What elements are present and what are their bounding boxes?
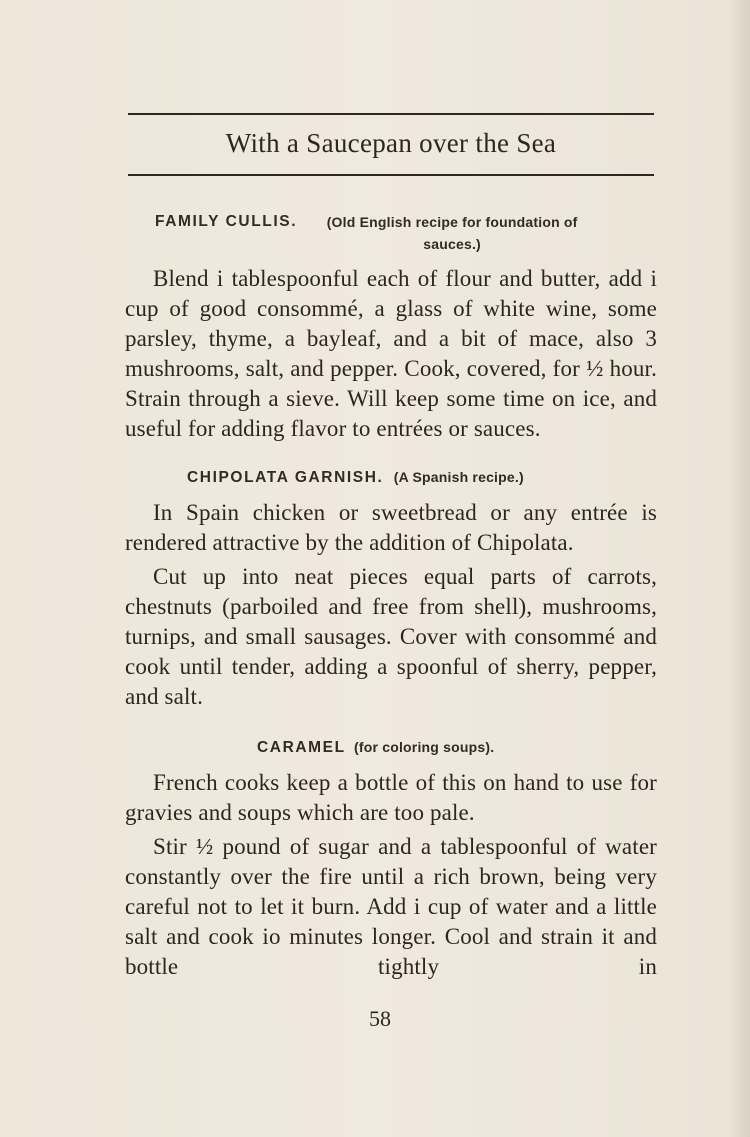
recipe-paragraph: Stir ½ pound of sugar and a tablespoonful of water constantly over the fire until a rich brown, being very careful not to let it burn. Add i cup of water and a little salt and cook io minutes longer. Cool and strain it and bottle tightly in — [125, 834, 657, 979]
recipe-paragraph: French cooks keep a bottle of this on hand to use for gravies and soups which are too pale. — [125, 770, 657, 825]
recipe-paragraph: In Spain chicken or sweetbread or any entrée is rendered attractive by the addition of Chipolata. — [125, 500, 657, 555]
recipe-paragraph: Blend i tablespoonful each of flour and butter, add i cup of good consommé, a glass of white wine, some parsley, thyme, a bayleaf, and a bit of mace, also 3 mushrooms, salt, and pepper. Cook, covered, for ½ hour. Strain through a sieve. Will keep some time on ice, and useful for adding flavor to entrées or sauces. — [125, 266, 657, 441]
recipe-note: (A Spanish recipe.) — [393, 469, 524, 485]
page-body — [125, 208, 657, 982]
header-rule-bottom — [128, 174, 654, 176]
recipe-note: (for coloring soups). — [354, 739, 495, 755]
recipe-heading-family-cullis — [155, 211, 657, 255]
recipe-paragraph: Cut up into neat pieces equal parts of carrots, chestnuts (parboiled and free from shell), mushrooms, turnips, and small sausages. Cover with consommé and cook until tender, adding a spoonful of sherry, pepper, and salt. — [125, 564, 657, 709]
recipe-heading-caramel — [257, 736, 657, 759]
recipe-note: (Old English recipe for foundation of sauces.) — [326, 214, 578, 252]
page-number: 58 — [369, 1006, 391, 1031]
recipe-title: CHIPOLATA GARNISH. — [187, 469, 384, 486]
header-rule-top — [128, 113, 654, 115]
recipe-heading-chipolata-garnish — [187, 466, 657, 489]
recipe-title: CARAMEL — [257, 739, 346, 756]
recipe-title: FAMILY CULLIS. — [155, 213, 298, 230]
running-head: With a Saucepan over the Sea — [225, 128, 557, 158]
